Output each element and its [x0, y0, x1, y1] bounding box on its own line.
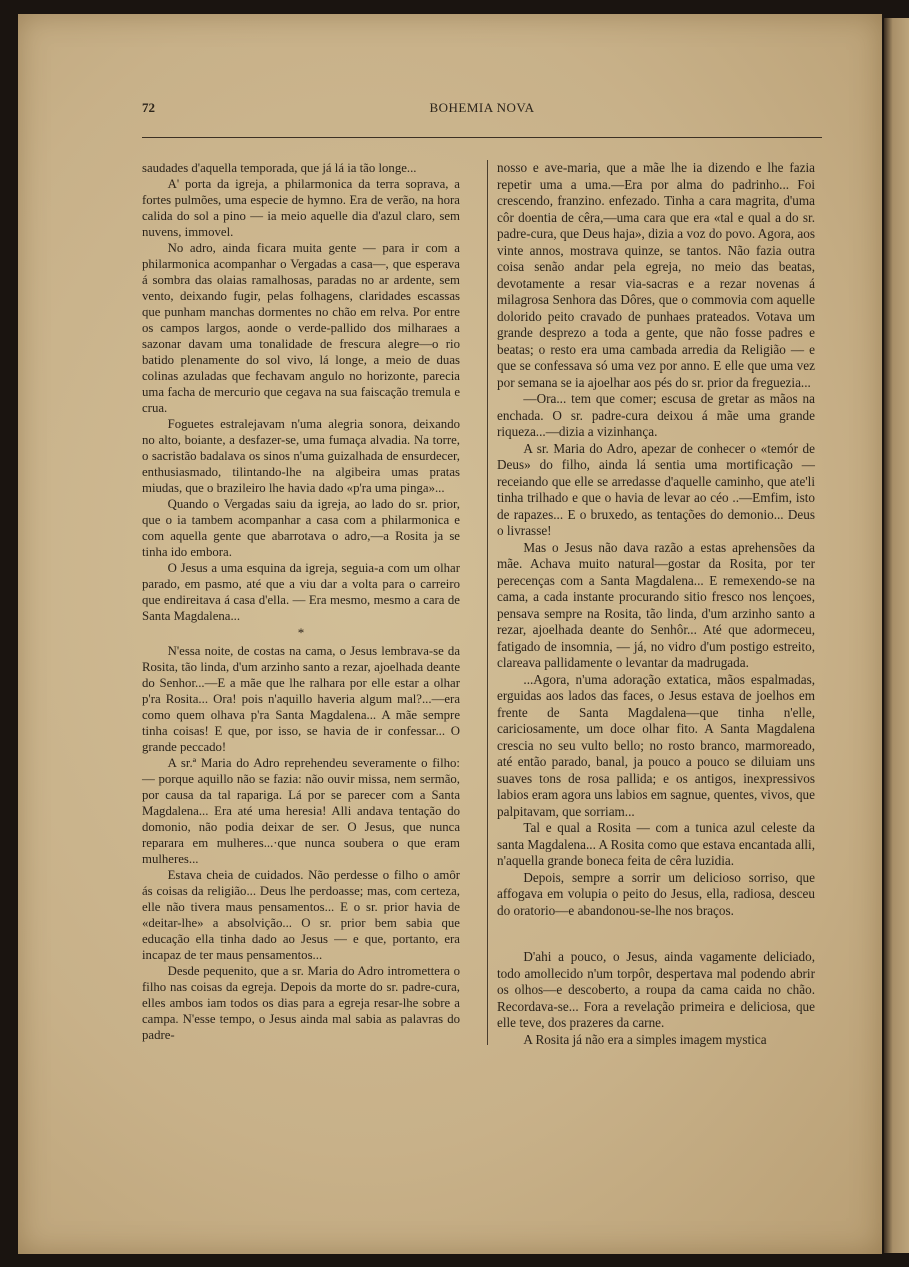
paragraph: Mas o Jesus não dava razão a estas aprehensões da mãe. Achava muito natural—gostar da Rosita, por ter perecenças com a Santa Magdalena... E remexendo-se na cama, a cada instante procurando sitio fresco nos lençoes, pensava sempre na Rosita, tão linda, d'um arzinho santo a rezar, ajoelhada deante do Senhôr... Até que adormeceu, fatigado de insomnia, — já, no vidro d'um postigo estreito, clareava pallidamente o levantar da madrugada. — [497, 539, 815, 670]
paragraph: O Jesus a uma esquina da igreja, seguia-a com um olhar parado, em pasmo, até que a viu dar a volta para o carreiro que endireitava á casa d'ella. — Era mesmo, mesmo a cara de Santa Magdalena... — [142, 561, 460, 623]
paragraph: A sr. Maria do Adro, apezar de conhecer o «temór de Deus» do filho, ainda lá sentia uma mortificação —receiando que elle se arredasse d'aquelle caminho, que ate'li tinha trilhado e que o havia de levar ao céo ..—Emfim, isto de rapazes... E o bruxedo, as tentações do demonio... Deus o livrasse! — [497, 440, 815, 538]
right-column — [497, 160, 815, 1048]
paragraph: A Rosita já não era a simples imagem mystica — [523, 1031, 767, 1047]
page-number: 72 — [142, 100, 155, 115]
page-header — [142, 97, 822, 121]
paragraph: No adro, ainda ficara muita gente — para ir com a philarmonica acompanhar o Vergadas a casa—, que esperava á sombra das olaias ramalhosas, paradas no ar ardente, sem vento, deixando fugir, pelas folhagens, claridades escassas que punham manchas dormentes no chão em relva. Por entre os campos largos, aonde o verde-pallido dos milharaes a sazonar davam uma tonalidade de frescura alegre—o rio batido plenamente do sol vivo, lá longe, a meio de duas colinas azuladas que fechavam angulo no horizonte, parecia uma facha de mercurio que cegava na sua faiscação tremula e crua. — [142, 241, 460, 415]
header-rule — [142, 137, 822, 138]
paragraph: N'essa noite, de costas na cama, o Jesus lembrava-se da Rosita, tão linda, d'um arzinho santo a rezar, ajoelhada deante do Senhor...—E a mãe que lhe ralhara por elle estar a olhar p'ra Rosita... Ora! pois n'aquillo haveria algum mal?...—era como quem olhava p'ra Santa Magdalena... A mãe sempre tinha coisas! E que, por isso, se havia de ir confessar... O grande peccado! — [142, 644, 460, 754]
paragraph: Quando o Vergadas saiu da igreja, ao lado do sr. prior, que o ia tambem acompanhar a casa com a philarmonica e com aquella gente que abarrotava o adro,—a Rosita ja se tinha ido embora. — [142, 497, 460, 559]
paragraph: nosso e ave-maria, que a mãe lhe ia dizendo e lhe fazia repetir uma a uma.—Era por alma do padrinho... Foi crescendo, franzino. enfezado. Tinha a cara magrita, d'uma côr doentia de cêra,—uma cara que era «tal e qual a do sr. padre-cura, que Deus haja», dizia a voz do povo. Agora, aos vinte annos, mostrava quinze, se tantos. Não fazia outra coisa senão andar pela egreja, no meio das beatas, devotamente a resar via-sacras e a rezar novenas á milagrosa Senhora das Dôres, que o commovia com aquelle dolorido peito cravado de punhaes prateados. Votava um grande desprezo a toda a gente, que não fosse padres e beatas; o resto era uma cambada arredia da Religião — e que se confessava só uma vez por anno. E elle que uma vez por semana se ia ajoelhar aos pés do sr. prior da freguezia... — [497, 160, 815, 390]
column-divider — [487, 160, 488, 1045]
paragraph: D'ahi a pouco, o Jesus, ainda vagamente deliciado, todo amollecido n'um torpôr, despertava mal podendo abrir os olhos—e descoberto, a roupa da cama caida no chão. Recordava-se... Fora a revelação primeira e deliciosa, que elle teve, dos prazeres da carne. — [497, 949, 815, 1030]
paragraph: Depois, sempre a sorrir um delicioso sorriso, que affogava em volupia o peito do Jesus, ella, radiosa, desceu do oratorio—e abandonou-se-lhe nos braços. — [497, 869, 815, 918]
left-column — [142, 160, 460, 1043]
paragraph: saudades d'aquella temporada, que já lá ia tão longe... — [142, 161, 417, 175]
section-break-star: * — [297, 625, 305, 640]
adjacent-page-edge — [884, 18, 909, 1253]
paragraph: Foguetes estralejavam n'uma alegria sonora, deixando no alto, boiante, a desfazer-se, uma fumaça alvadia. Na torre, o sacristão badalava os sinos n'uma guizalhada de ensurdecer, enthusiasmado, tilintando-lhe na algibeira umas pratas miudas, que o brazileiro lhe havia dado «p'ra uma pinga»... — [142, 417, 460, 495]
paragraph: —Ora... tem que comer; escusa de gretar as mãos na enchada. O sr. padre-cura deixou á mãe uma grande riqueza...—dizia a vizinhança. — [497, 391, 815, 439]
section-gap — [497, 919, 815, 949]
paragraph: Estava cheia de cuidados. Não perdesse o filho o amôr ás coisas da religião... Deus lhe perdoasse; mas, com certeza, elle não tivera maus pensamentos... E o sr. prior havia de «deitar-lhe» a absolvição... O sr. prior bem sabia que educação ella tinha dado ao Jesus — e que, portanto, era incapaz de ter maus pensamentos... — [142, 868, 460, 962]
paragraph: A' porta da igreja, a philarmonica da terra soprava, a fortes pulmões, uma especie de hymno. Era de verão, na hora calida do sol a pino — ia meio aquelle dia d'azul claro, sem nuvens, immovel. — [142, 177, 460, 239]
paragraph: ...Agora, n'uma adoração extatica, mãos espalmadas, erguidas aos lados das faces, o Jesus estava de joelhos em frente de Santa Magdalena—que tinha n'elle, cariciosamente, um doce olhar fito. A Santa Magdalena crescia no seu vulto bello; no rosto branco, marmoreado, até então parado, banal, ja pouco a pouco se diluiam uns suaves tons de rosa pallida; e os antigos, inexpressivos labios eram agora uns labios em sagnue, quentes, vivos, que palpitavam, que sorriam... — [497, 671, 815, 819]
paragraph: Desde pequenito, que a sr. Maria do Adro intromettera o filho nas coisas da egreja. Depois da morte do sr. padre-cura, elles ambos iam todos os dias para a egreja resar-lhe sobre a campa. N'esse tempo, o Jesus ainda mal sabia as palavras do padre- — [142, 964, 460, 1042]
paragraph: Tal e qual a Rosita — com a tunica azul celeste da santa Magdalena... A Rosita como que estava encantada alli, n'aquella grande boneca feita de cêra luzidia. — [497, 820, 815, 868]
running-title: BOHEMIA NOVA — [429, 100, 535, 115]
paragraph: A sr.ª Maria do Adro reprehendeu severamente o filho: — porque aquillo não se fazia: não ouvir missa, nem sermão, por causa da tal rapariga. Lá por se parecer com a Santa Magdalena... Era até uma heresia! Alli andava tentação do domonio, não podia deixar de ser. O Jesus, que nunca reparara em mulheres...·que nunca soubera o que eram mulheres... — [142, 756, 460, 866]
